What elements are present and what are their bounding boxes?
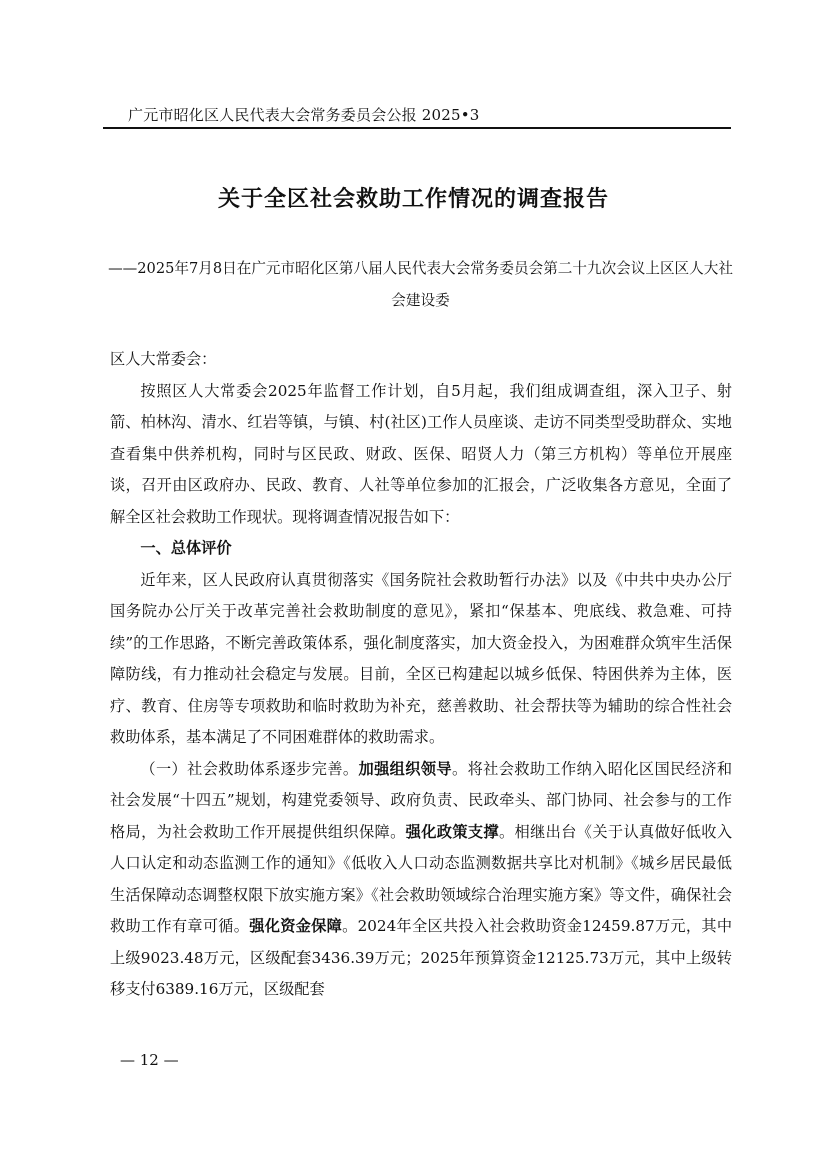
report-title: 关于全区社会救助工作情况的调查报告 xyxy=(217,186,609,212)
bulletin-header: 广元市昭化区人民代表大会常务委员会公报 2025•3 xyxy=(128,106,480,124)
report-subtitle: ——2025年7月8日在广元市昭化区第八届人民代表大会常务委员会第二十九次会议上区区人大社会建设委 xyxy=(108,260,733,309)
header-rule xyxy=(103,127,731,129)
subsection-text: 。将社会救助工作纳入昭化区国民经济和社会发展“十四五”规划，构建党委领导、政府负责、民政牵头、部门协同、社会参与的工作格局，为社会救助工作开展提供组织保障。 xyxy=(110,759,733,841)
emphasis-policy: 强化政策支撑 xyxy=(405,822,499,841)
emphasis-organization: 加强组织领导 xyxy=(358,759,452,778)
salutation: 区人大常委会： xyxy=(110,350,217,368)
report-body xyxy=(110,344,732,1006)
subsection-text: 。2024年全区共投入社会救助资金12459.87万元，其中上级9023.48万元，区级配套3436.39万元；2025年预算资金12125.73万元，其中上级转移支付6389.16万元，区级配套 xyxy=(110,917,733,998)
section-heading: 一、总体评价 xyxy=(140,539,232,557)
subsection-paragraph xyxy=(110,754,732,1006)
section-paragraph: 近年来，区人民政府认真贯彻落实《国务院社会救助暂行办法》以及《中共中央办公厅 国务院办公厅关于改革完善社会救助制度的意见》，紧扣“保基本、兜底线、救急难、可持续”的工作思路，不断完善政策体系，强化制度落实，加大资金投入，为困难群众筑牢生活保障防线，有力推动社会稳定与发展。目前，全区已构建起以城乡低保、特困供养为主体，医疗、教育、住房等专项救助和临时救助为补充，慈善救助、社会帮扶等为辅助的综合性社会救助体系，基本满足了不同困难群体的救助需求。 xyxy=(110,570,732,746)
subsection-text: 。相继出台《关于认真做好低收入人口认定和动态监测工作的通知》《低收入人口动态监测数据共享比对机制》《城乡居民最低生活保障动态调整权限下放实施方案》《社会救助领域综合治理实施方案》等文件，确保社会救助工作有章可循。 xyxy=(110,822,733,935)
subsection-heading: （一）社会救助体系逐步完善。 xyxy=(140,759,359,778)
emphasis-funding: 强化资金保障 xyxy=(249,917,343,935)
page-number: — 12 — xyxy=(120,1051,179,1069)
intro-paragraph: 按照区人大常委会2025年监督工作计划，自5月起，我们组成调查组，深入卫子、射箭、柏林沟、清水、红岩等镇，与镇、村(社区)工作人员座谈、走访不同类型受助群众、实地查看集中供养机构，同时与区民政、财政、医保、昭贤人力（第三方机构）等单位开展座谈，召开由区政府办、民政、教育、人社等单位参加的汇报会，广泛收集各方意见，全面了解全区社会救助工作现状。现将调查情况报告如下： xyxy=(110,381,732,526)
